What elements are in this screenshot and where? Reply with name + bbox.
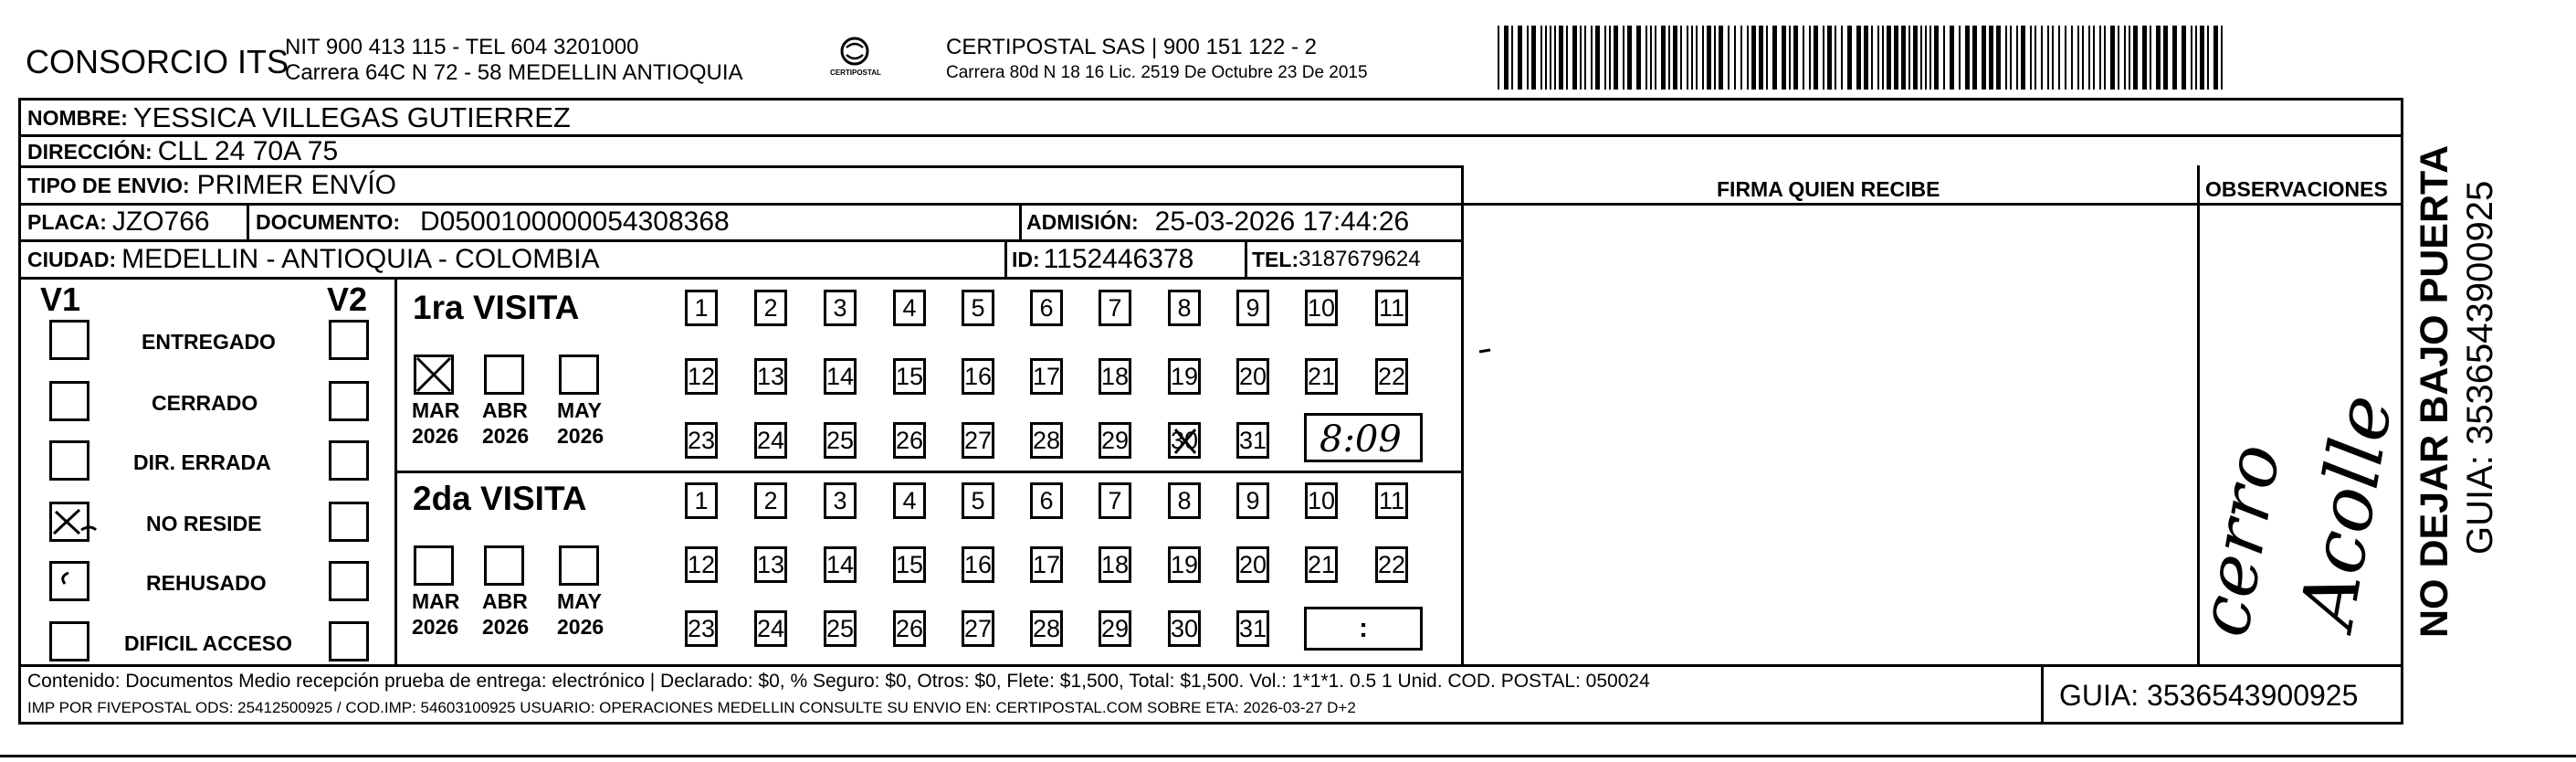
tel-value: 3187679624	[1299, 247, 1421, 271]
status-label: ENTREGADO	[142, 330, 276, 354]
obs-handwriting-2: Acolle	[2284, 388, 2411, 634]
nombre-value: YESSICA VILLEGAS GUTIERREZ	[132, 101, 571, 133]
visit2-day-box[interactable]: 25	[824, 610, 857, 647]
visit1-day-box[interactable]: 13	[754, 358, 787, 395]
visit1-day-box[interactable]: 18	[1099, 358, 1131, 395]
visit1-day-box[interactable]: 20	[1236, 358, 1269, 395]
admision-value: 25-03-2026 17:44:26	[1154, 206, 1410, 237]
visit1-day-box[interactable]: 2	[754, 290, 787, 326]
visit2-day-box[interactable]: 27	[962, 610, 994, 647]
visit1-title: 1ra VISITA	[413, 289, 580, 326]
visit2-day-box[interactable]: 7	[1099, 482, 1131, 519]
visit2-day-box[interactable]: 18	[1099, 546, 1131, 583]
address-line: Carrera 64C N 72 - 58 MEDELLIN ANTIOQUIA	[285, 60, 743, 85]
bottom-rule	[0, 755, 2576, 757]
observaciones-label: OBSERVACIONES	[2205, 177, 2388, 201]
visit1-day-box[interactable]: 7	[1099, 290, 1131, 326]
visit2-day-box[interactable]: 1	[685, 482, 718, 519]
status-label: DIFICIL ACCESO	[124, 631, 293, 655]
visit1-day-box[interactable]: 16	[962, 358, 994, 395]
year-label: 2026	[557, 424, 605, 448]
month-label: ABR	[482, 589, 528, 613]
visit1-day-box[interactable]: 3	[824, 290, 857, 326]
visit2-day-box[interactable]: 12	[685, 546, 718, 583]
visit2-time-box[interactable]: :	[1304, 607, 1423, 651]
visit2-day-box[interactable]: 11	[1375, 482, 1408, 519]
visit2-day-box[interactable]: 26	[893, 610, 926, 647]
visit2-day-box[interactable]: 31	[1236, 610, 1269, 647]
visit2-day-box[interactable]: 17	[1030, 546, 1063, 583]
visit1-day-box[interactable]: 21	[1305, 358, 1338, 395]
visit1-day-box[interactable]: 29	[1099, 422, 1131, 459]
visit2-day-box[interactable]: 16	[962, 546, 994, 583]
no-dejar-text: NO DEJAR BAJO PUERTA	[2413, 144, 2456, 638]
visit2-day-box[interactable]: 6	[1030, 482, 1063, 519]
visit2-day-box[interactable]: 22	[1375, 546, 1408, 583]
tel-label: TEL:	[1252, 247, 1299, 271]
id-label: ID:	[1012, 247, 1040, 271]
admision-label: ADMISIÓN:	[1026, 209, 1139, 234]
nombre-label: NOMBRE:	[27, 105, 128, 130]
visit2-day-box[interactable]: 9	[1236, 482, 1269, 519]
visit1-day-box[interactable]: 9	[1236, 290, 1269, 326]
visit2-day-box[interactable]: 21	[1305, 546, 1338, 583]
documento-value: D0500100000054308368	[420, 206, 730, 237]
placa-value: JZO766	[111, 206, 210, 237]
visit1-day-box[interactable]: 1	[685, 290, 718, 326]
direccion-value: CLL 24 70A 75	[157, 136, 339, 166]
tipo-label: TIPO DE ENVIO:	[27, 173, 190, 197]
direccion-label: DIRECCIÓN:	[27, 139, 152, 164]
visit1-day-box[interactable]: 15	[893, 358, 926, 395]
year-label: 2026	[412, 424, 459, 448]
svg-text:8:09: 8:09	[1320, 418, 1402, 460]
month-label: MAR	[412, 589, 460, 613]
v1-heading: V1	[40, 280, 81, 318]
visit1-day-box[interactable]: 4	[893, 290, 926, 326]
visit1-day-box[interactable]: 31	[1236, 422, 1269, 459]
visit1-day-box[interactable]: 26	[893, 422, 926, 459]
visit1-day-box[interactable]: 22	[1375, 358, 1408, 395]
month-label: MAY	[557, 398, 602, 422]
visit2-day-box[interactable]: 19	[1168, 546, 1201, 583]
visit2-day-box[interactable]: 5	[962, 482, 994, 519]
placa-label: PLACA:	[27, 209, 107, 234]
status-label: CERRADO	[152, 391, 258, 415]
ciudad-label: CIUDAD:	[27, 247, 117, 271]
company-name: CONSORCIO ITS	[26, 43, 289, 80]
status-label: REHUSADO	[146, 571, 267, 595]
year-label: 2026	[412, 615, 459, 639]
year-label: 2026	[557, 615, 605, 639]
visit1-day-box[interactable]: 5	[962, 290, 994, 326]
tipo-value: PRIMER ENVÍO	[196, 170, 397, 200]
visit2-day-box[interactable]: 15	[893, 546, 926, 583]
visit2-day-box[interactable]: 3	[824, 482, 857, 519]
visit1-day-box[interactable]: 30	[1168, 422, 1201, 459]
certipostal-sub: Carrera 80d N 18 16 Lic. 2519 De Octubre 23 De 2015	[946, 63, 1368, 82]
visit2-day-box[interactable]: 4	[893, 482, 926, 519]
status-label: DIR. ERRADA	[133, 450, 271, 474]
status-label: NO RESIDE	[146, 512, 262, 535]
visit1-day-box[interactable]: 23	[685, 422, 718, 459]
visit1-day-box[interactable]: 10	[1305, 290, 1338, 326]
visit2-day-box[interactable]: 2	[754, 482, 787, 519]
visit1-day-box[interactable]: 24	[754, 422, 787, 459]
visit1-day-box[interactable]: 27	[962, 422, 994, 459]
month-label: ABR	[482, 398, 528, 422]
month-label: MAR	[412, 398, 460, 422]
ciudad-value: MEDELLIN - ANTIOQUIA - COLOMBIA	[121, 244, 600, 274]
imp-text: IMP POR FIVEPOSTAL ODS: 25412500925 / COD.IMP: 54603100925 USUARIO: OPERACIONES MEDELLIN CONSULTE SU ENVIO EN: CERTIPOSTAL.COM SOBRE ETA: 2026-03-27 D+2	[27, 699, 1356, 716]
visit1-day-box[interactable]: 11	[1375, 290, 1408, 326]
visit1-day-box[interactable]: 19	[1168, 358, 1201, 395]
visit2-day-box[interactable]: 10	[1305, 482, 1338, 519]
firma-label: FIRMA QUIEN RECIBE	[1717, 177, 1940, 201]
guia-box-text: GUIA: 3536543900925	[2059, 679, 2359, 712]
visit2-title: 2da VISITA	[413, 480, 587, 517]
side-guia-text: GUIA: 3536543900925	[2460, 180, 2500, 555]
year-label: 2026	[482, 424, 530, 448]
id-value: 1152446378	[1043, 244, 1194, 274]
obs-handwriting-1: cerro	[2182, 438, 2297, 643]
visit2-day-box[interactable]: 29	[1099, 610, 1131, 647]
nit-line: NIT 900 413 115 - TEL 604 3201000	[285, 35, 639, 59]
visit2-day-box[interactable]: 30	[1168, 610, 1201, 647]
visit1-day-box[interactable]: 12	[685, 358, 718, 395]
visit1-day-box[interactable]: 25	[824, 422, 857, 459]
documento-label: DOCUMENTO:	[256, 209, 401, 234]
contenido-text: Contenido: Documentos Medio recepción prueba de entrega: electrónico | Declarado: $0, % Seguro: $0, Otros: $0, Flete: $1,500, Total: $1,500. Vol.: 1*1*1. 0.5 1 Unid. COD. POSTAL: 050024	[27, 671, 1650, 692]
visit2-day-box[interactable]: 8	[1168, 482, 1201, 519]
visit1-day-box[interactable]: 28	[1030, 422, 1063, 459]
visit1-day-box[interactable]: 14	[824, 358, 857, 395]
month-label: MAY	[557, 589, 602, 613]
certipostal-line: CERTIPOSTAL SAS | 900 151 122 - 2	[946, 35, 1317, 59]
logo-text: CERTIPOSTAL	[830, 69, 881, 77]
visit2-day-box[interactable]: 23	[685, 610, 718, 647]
v2-heading: V2	[327, 280, 368, 318]
visit2-day-box[interactable]: 20	[1236, 546, 1269, 583]
year-label: 2026	[482, 615, 530, 639]
visit2-day-box[interactable]: 14	[824, 546, 857, 583]
visit2-day-box[interactable]: 24	[754, 610, 787, 647]
visit2-day-box[interactable]: 13	[754, 546, 787, 583]
visit1-day-box[interactable]: 17	[1030, 358, 1063, 395]
visit1-day-box[interactable]: 6	[1030, 290, 1063, 326]
visit1-day-box[interactable]: 8	[1168, 290, 1201, 326]
visit2-day-box[interactable]: 28	[1030, 610, 1063, 647]
